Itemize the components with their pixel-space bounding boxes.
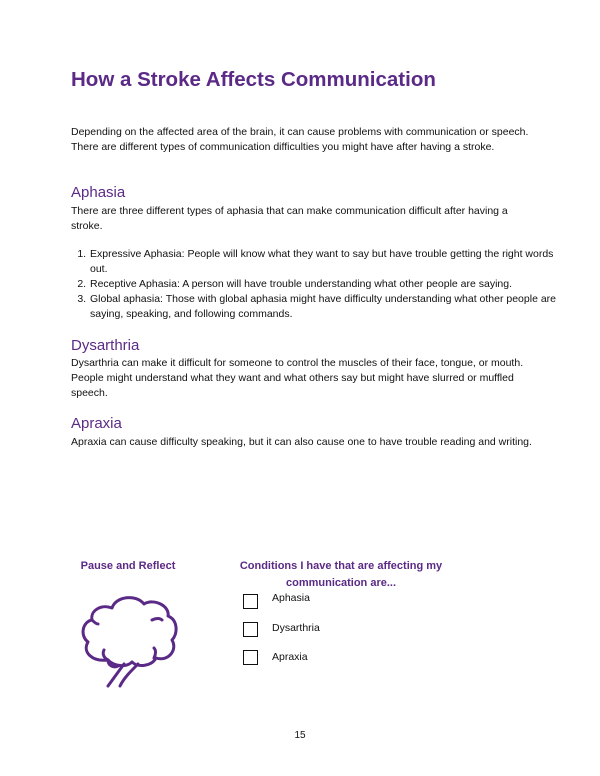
dysarthria-text: Dysarthria can make it difficult for someone to control the muscles of their face, tongue, or mouth. People might understand what they want and what others say but might have slurred or muffled speech.: [71, 357, 524, 399]
checkbox-label: Aphasia: [272, 592, 310, 604]
checkbox-dysarthria[interactable]: [243, 622, 258, 637]
heading-dysarthria: Dysarthria: [71, 337, 140, 354]
aphasia-text: There are three different types of aphasia that can make communication difficult after having a stroke.: [71, 205, 508, 232]
checkbox-label: Dysarthria: [272, 622, 320, 634]
heading-aphasia: Aphasia: [71, 184, 126, 201]
page-title: How a Stroke Affects Communication: [71, 68, 436, 91]
checkbox-aphasia[interactable]: [243, 594, 258, 609]
intro-paragraph: Depending on the affected area of the brain, it can cause problems with communication or speech. There are different types of communication difficulties you might have after having a stroke.: [71, 126, 529, 153]
list-item: 1. Expressive Aphasia: People will know what they want to say but have trouble getting the right words out.: [89, 247, 559, 277]
checkbox-apraxia[interactable]: [243, 650, 258, 665]
aphasia-types-list: [71, 247, 559, 322]
pause-reflect-label: Pause and Reflect: [80, 560, 176, 572]
brain-tree-icon: [78, 592, 188, 688]
list-item: 2. Receptive Aphasia: A person will have trouble understanding what other people are saying.: [89, 277, 559, 292]
conditions-label: Conditions I have that are affecting my communication are...: [239, 560, 443, 589]
page-number: 15: [294, 730, 306, 741]
heading-apraxia: Apraxia: [71, 415, 122, 432]
list-item: 3. Global aphasia: Those with global aphasia might have difficulty understanding what other people are saying, speaking, and following commands.: [89, 292, 559, 322]
apraxia-text: Apraxia can cause difficulty speaking, but it can also cause one to have trouble reading and writing.: [71, 436, 532, 448]
checkbox-label: Apraxia: [272, 651, 308, 663]
